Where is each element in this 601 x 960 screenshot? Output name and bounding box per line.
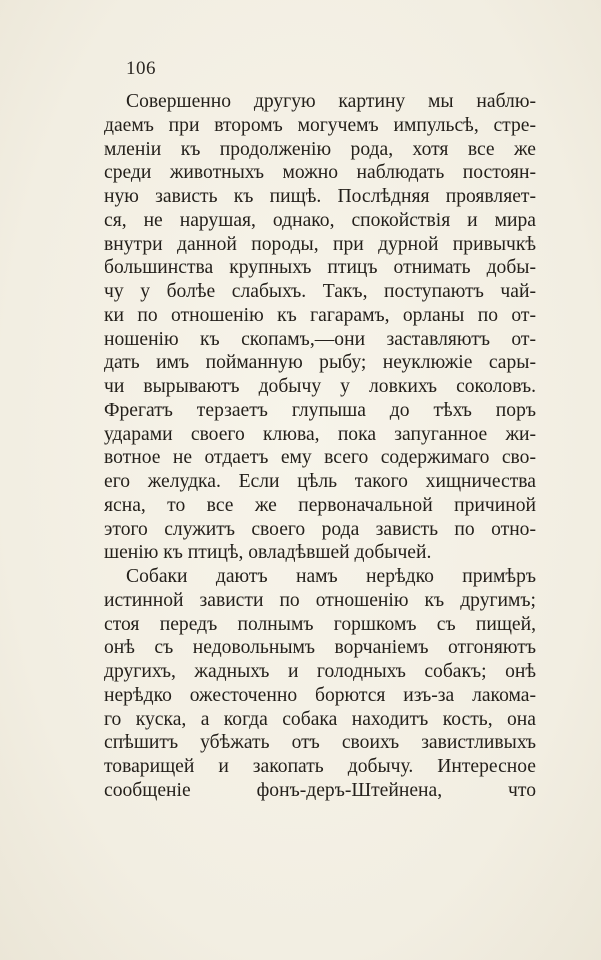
text-line: Совершенно другую картину мы наблю- xyxy=(126,91,536,112)
text-line: онѣ съ недовольнымъ ворчаніемъ отгоняютъ xyxy=(104,637,536,659)
text-line: шенію къ птицѣ, овладѣвшей добычей. xyxy=(104,542,432,564)
text-line: ся, не нарушая, однако, спокойствія и мира xyxy=(104,209,536,231)
text-line: нерѣдко ожесточенно борются изъ-за лакома- xyxy=(104,684,536,706)
text-line: большинства крупныхъ птицъ отнимать добы- xyxy=(104,257,536,279)
text-line: стоя передъ полнымъ горшкомъ съ пищей, xyxy=(104,613,536,635)
text-line: ударами своего клюва, пока запуганное жи- xyxy=(104,423,536,445)
text-line: ношенію къ скопамъ,—они заставляютъ от- xyxy=(104,328,536,350)
text-line: спѣшитъ убѣжать отъ своихъ завистливыхъ xyxy=(104,732,536,754)
text-line: другихъ, жадныхъ и голодныхъ собакъ; онѣ xyxy=(104,661,536,682)
text-line: даемъ при второмъ могучемъ импульсѣ, стре- xyxy=(104,114,536,136)
text-line: среди животныхъ можно наблюдать постоян- xyxy=(104,162,536,184)
text-line: дать имъ пойманную рыбу; неуклюжіе сары- xyxy=(104,352,536,374)
text-line: истинной зависти по отношенію къ другимъ; xyxy=(104,589,536,611)
text-line: чу у болѣе слабыхъ. Такъ, поступаютъ чай- xyxy=(104,281,536,302)
text-line: ную зависть къ пищѣ. Послѣдняя проявляет- xyxy=(104,186,536,207)
text-line: товарищей и закопать добычу. Интересное xyxy=(104,756,536,777)
text-line: внутри данной породы, при дурной привычкѣ xyxy=(104,233,536,255)
text-line: Собаки даютъ намъ нерѣдко примѣръ xyxy=(126,566,536,587)
text-line: Фрегатъ терзаетъ глупыша до тѣхъ поръ xyxy=(104,399,536,421)
text-line: вотное не отдаетъ ему всего содержимаго сво- xyxy=(104,447,536,469)
page-number: 106 xyxy=(126,58,156,79)
body-text xyxy=(104,90,536,803)
text-line: этого служитъ своего рода зависть по отно- xyxy=(104,518,536,540)
text-line: его желудка. Если цѣль такого хищничества xyxy=(104,471,536,492)
text-line: чи вырываютъ добычу у ловкихъ соколовъ. xyxy=(104,376,536,397)
text-line: го куска, а когда собака находитъ кость, она xyxy=(104,708,536,730)
text-line: мленіи къ продолженію рода, хотя все же xyxy=(104,138,536,160)
text-line: ки по отношенію къ гагарамъ, орланы по от- xyxy=(104,304,536,326)
text-line: ясна, то все же первоначальной причиной xyxy=(104,494,536,516)
text-line: сообщеніе фонъ-деръ-Штейнена, что xyxy=(104,779,536,801)
